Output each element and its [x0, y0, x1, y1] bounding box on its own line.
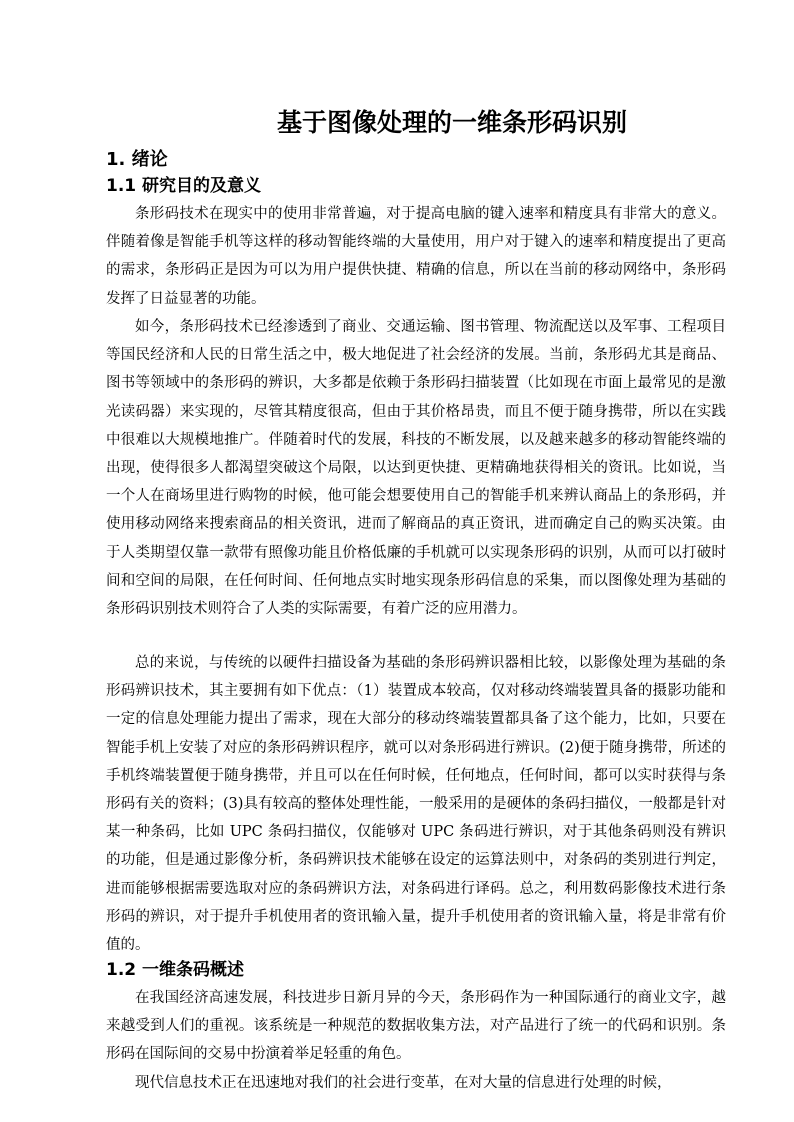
subsection-title: 一维条码概述: [142, 960, 244, 980]
subsection-title: 研究目的及意义: [142, 176, 261, 196]
document-title: 基于图像处理的一维条形码识别: [276, 108, 627, 137]
subsection-heading-purpose: [106, 174, 261, 198]
subsection-number: 1.1: [106, 176, 137, 196]
paragraph: 条形码技术在现实中的使用非常普遍，对于提高电脑的键入速率和精度具有非常大的意义。伴随着像是智能手机等这样的移动智能终端的大量使用，用户对于键入的速率和精度提出了更高的需求，条形码正是因为可以为用户提供快捷、精确的信息，所以在当前的移动网络中，条形码发挥了日益显著的功能。: [106, 206, 726, 307]
subsection-heading-overview: [106, 958, 244, 982]
paragraph: 现代信息技术正在迅速地对我们的社会进行变革，在对大量的信息进行处理的时候，: [135, 1075, 672, 1091]
section-heading-intro: 1. 绪论: [106, 149, 168, 170]
paragraph: 总的来说，与传统的以硬件扫描设备为基础的条形码辨识器相比较，以影像处理为基础的条形码辨识技术，其主要拥有如下优点：（1）装置成本较高，仅对移动终端装置具备的摄影功能和一定的信息处理能力提出了需求，现在大部分的移动终端装置都具备了这个能力，比如，只要在智能手机上安装了对应的条形码辨识程序，就可以对条形码进行辨识。(2)便于随身携带，所述的手机终端装置便于随身携带，并且可以在任何时候，任何地点，任何时间，都可以实时获得与条形码有关的资料；(3)具有较高的整体处理性能，一般采用的是硬体的条码扫描仪，一般都是针对某一种条码，比如 UPC 条码扫描仪，仅能够对 UPC 条码进行辨识，对于其他条码则没有辨识的功能，但是通过影像分析，条码辨识技术能够在设定的运算法则中，对条码的类别进行判定，进而能够根据需要选取对应的条码辨识方法，对条码进行译码。总之，利用数码影像技术进行条形码的辨识，对于提升手机使用者的资讯输入量，提升手机使用者的资讯输入量，将是非常有价值的。: [106, 655, 726, 954]
paragraph: 如今，条形码技术已经渗透到了商业、交通运输、图书管理、物流配送以及军事、工程项目等国民经济和人民的日常生活之中，极大地促进了社会经济的发展。当前，条形码尤其是商品、图书等领域中的条形码的辨识，大多都是依赖于条形码扫描装置（比如现在市面上最常见的是激光读码器）来实现的，尽管其精度很高，但由于其价格昂贵，而且不便于随身携带，所以在实践中很难以大规模地推广。伴随着时代的发展，科技的不断发展，以及越来越多的移动智能终端的出现，使得很多人都渴望突破这个局限，以达到更快捷、更精确地获得相关的资讯。比如说，当一个人在商场里进行购物的时候，他可能会想要使用自己的智能手机来辨认商品上的条形码，并使用移动网络来搜索商品的相关资讯，进而了解商品的真正资讯，进而确定自己的购买决策。由于人类期望仅靠一款带有照像功能且价格低廉的手机就可以实现条形码的识别，从而可以打破时间和空间的局限，在任何时间、任何地点实时地实现条形码信息的采集，而以图像处理为基础的条形码识别技术则符合了人类的实际需要，有着广泛的应用潜力。: [106, 319, 726, 618]
subsection-number: 1.2: [106, 960, 137, 980]
paragraph: 在我国经济高速发展，科技进步日新月异的今天，条形码作为一种国际通行的商业文字，越来越受到人们的重视。该系统是一种规范的数据收集方法，对产品进行了统一的代码和识别。条形码在国际间的交易中扮演着举足轻重的角色。: [106, 990, 726, 1063]
